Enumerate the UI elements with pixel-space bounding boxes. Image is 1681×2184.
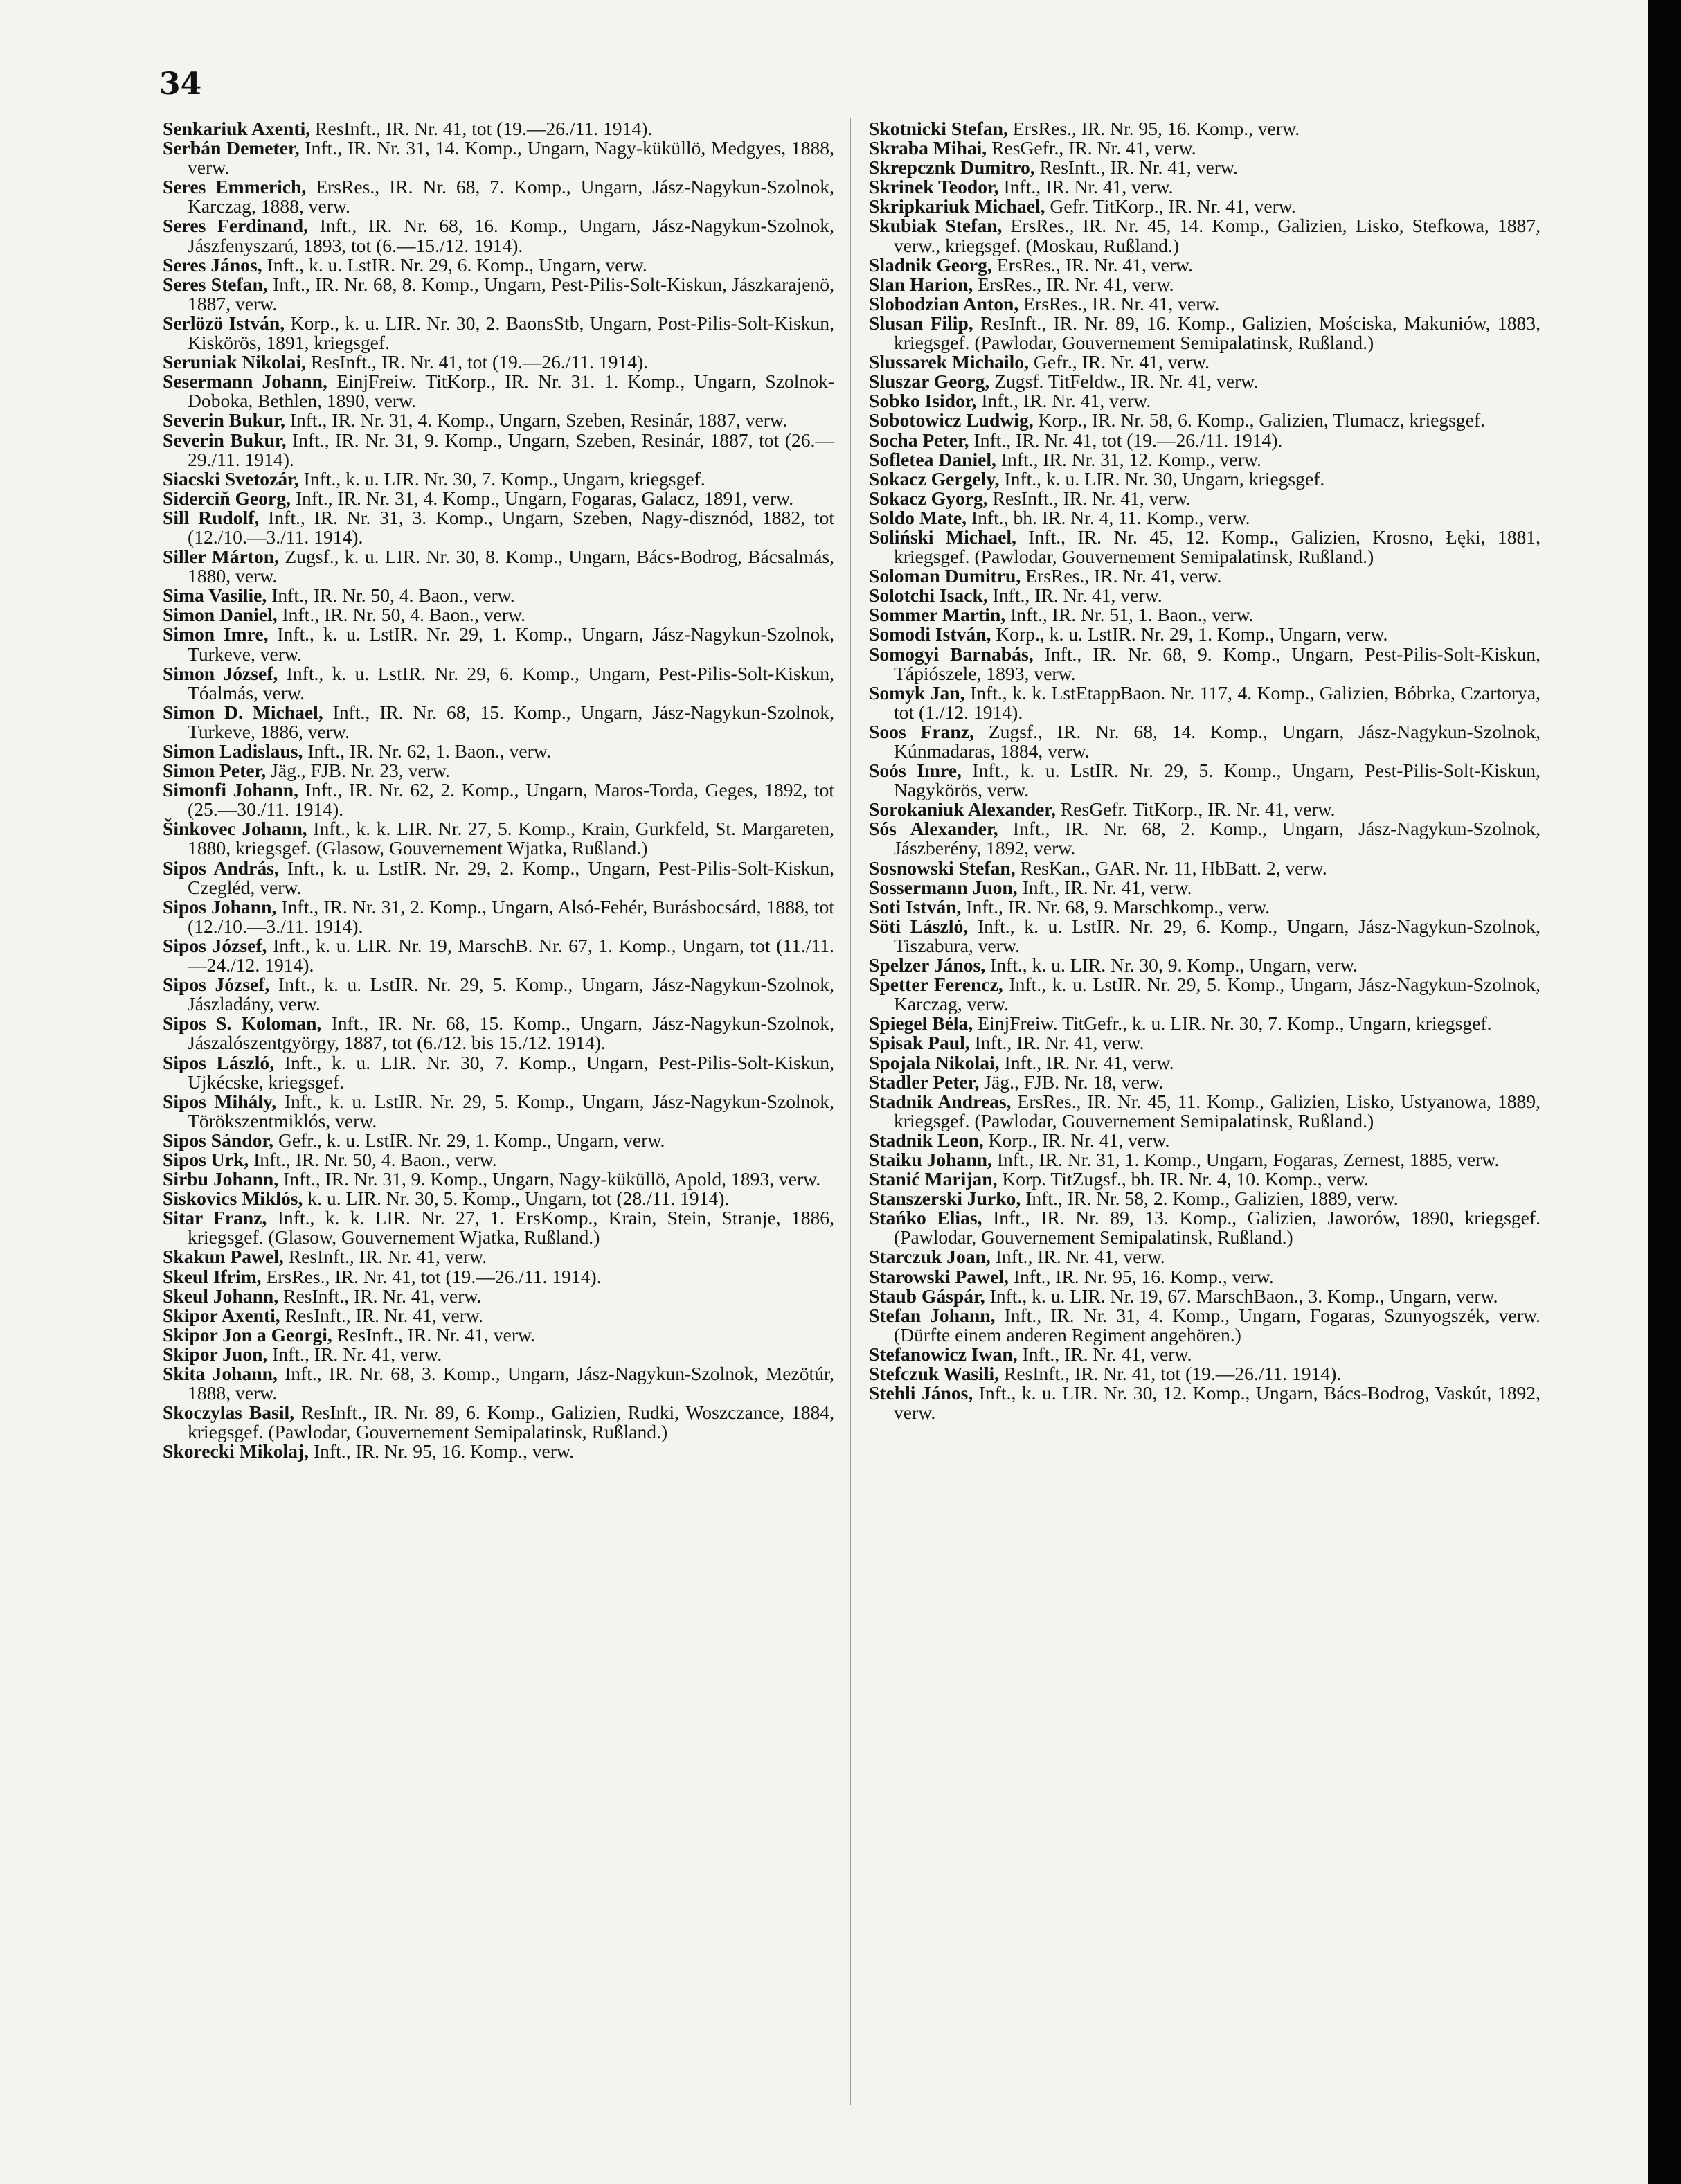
entry-name: Simonfi Johann, (163, 779, 298, 801)
entry-name: Soós Imre, (869, 760, 962, 782)
entry-name: Starowski Pawel, (869, 1265, 1009, 1287)
entry-details: Inft., k. u. LIR. Nr. 30, Ungarn, kriegsgef. (999, 467, 1325, 490)
entry-details: Inft., k. u. LIR. Nr. 19, 67. MarschBaon., 3. Komp., Ungarn, verw. (985, 1285, 1498, 1307)
entry-details: ResGefr. TitKorp., IR. Nr. 41, verw. (1055, 798, 1336, 821)
entry-name: Stehli János, (869, 1382, 973, 1404)
entry-name: Soti István, (869, 895, 962, 918)
list-item (163, 819, 834, 858)
entry-details: Inft., IR. Nr. 41, verw. (1017, 876, 1192, 898)
entry-name: Slobodzian Anton, (869, 292, 1019, 314)
entry-details: ErsRes., IR. Nr. 95, 16. Komp., verw. (1007, 118, 1300, 139)
entry-name: Skeul Johann, (163, 1285, 279, 1307)
list-item (163, 431, 834, 469)
list-item (163, 605, 834, 625)
list-item (869, 975, 1540, 1014)
entry-name: Stadnik Andreas, (869, 1090, 1012, 1112)
entry-details: Inft., IR. Nr. 31, 4. Komp., Ungarn, Szeben, Resinár, 1887, verw. (285, 409, 788, 431)
entry-name: Simon D. Michael, (163, 701, 323, 723)
list-item (869, 1247, 1540, 1266)
entry-details: Inft., IR. Nr. 95, 16. Komp., verw. (309, 1440, 575, 1462)
list-item (869, 625, 1540, 644)
entry-name: Spetter Ferencz, (869, 974, 1003, 996)
entry-details: Inft., IR. Nr. 95, 16. Komp., verw. (1008, 1265, 1274, 1287)
entry-name: Somodi István, (869, 623, 991, 645)
list-item (869, 138, 1540, 158)
entry-details: Inft., IR. Nr. 31, 3. Komp., Ungarn, Szeben, Nagy-disznód, 1882, tot (12./10.—3./11. 1914). (188, 506, 834, 548)
list-item (163, 547, 834, 586)
entry-details: Inft., IR. Nr. 31, 1. Komp., Ungarn, Fogaras, Zernest, 1885, verw. (991, 1148, 1500, 1170)
entry-name: Seres Stefan, (163, 273, 268, 295)
list-item (163, 253, 834, 276)
entry-name: Skripkariuk Michael, (869, 195, 1045, 217)
entry-name: Serlözö István, (163, 312, 285, 334)
entry-name: Soliński Michael, (869, 526, 1016, 548)
list-item (869, 352, 1540, 372)
entry-details: Inft., k. k. LstEtappBaon. Nr. 117, 4. Komp., Galizien, Bóbrka, Czartorya, tot (1./12. 1914). (894, 681, 1541, 723)
entry-details: ErsRes., IR. Nr. 68, 7. Komp., Ungarn, Jász-Nagykun-Szolnok, Karczag, 1888, verw. (188, 176, 834, 217)
entry-name: Skipor Axenti, (163, 1304, 280, 1326)
entry-details: Inft., IR. Nr. 68, 9. Marschkomp., verw. (961, 895, 1270, 918)
entry-details: Inft., IR. Nr. 51, 1. Baon., verw. (1005, 604, 1254, 626)
entry-name: Severin Bukur, (163, 409, 285, 431)
list-item (163, 1442, 834, 1461)
entry-name: Soloman Dumitru, (869, 565, 1021, 587)
list-item (869, 956, 1540, 975)
entry-details: Inft., IR. Nr. 68, 16. Komp., Ungarn, Jász-Nagykun-Szolnok, Jászfenyszarú, 1893, tot (6.—15./12. 1914). (188, 215, 834, 256)
list-item (869, 722, 1540, 761)
entry-details: k. u. LIR. Nr. 30, 5. Komp., Ungarn, tot (28./11. 1914). (303, 1188, 730, 1210)
entry-details: Inft., IR. Nr. 45, 12. Komp., Galizien, Krosno, Łęki, 1881, kriegsgef. (Pawlodar, Gouvernement Semipalatinsk, Rußland.) (894, 526, 1540, 568)
entry-name: Šinkovec Johann, (163, 818, 307, 840)
entry-details: Inft., IR. Nr. 41, verw. (267, 1343, 442, 1365)
list-item (163, 1345, 834, 1364)
list-item (869, 605, 1540, 625)
entry-name: Sladnik Georg, (869, 253, 992, 276)
list-item (163, 897, 834, 936)
list-item (869, 1150, 1540, 1170)
entry-details: Inft., IR. Nr. 41, verw. (990, 1246, 1165, 1268)
entry-name: Slussarek Michailo, (869, 351, 1030, 373)
entry-details: Inft., IR. Nr. 31, 4. Komp., Ungarn, Fogaras, Szunyogszék, verw. (Dürfte einem anderen Regiment angehören.) (894, 1304, 1540, 1345)
list-item (869, 1306, 1540, 1345)
entry-details: ResInft., IR. Nr. 41, verw. (1034, 156, 1238, 179)
list-item (869, 158, 1540, 177)
entry-name: Starczuk Joan, (869, 1246, 991, 1268)
list-item (869, 586, 1540, 605)
list-item (869, 800, 1540, 819)
entry-name: Siskovics Miklós, (163, 1188, 303, 1210)
entry-name: Stańko Elias, (869, 1207, 982, 1229)
entry-details: ResInft., IR. Nr. 41, verw. (332, 1323, 536, 1345)
entry-details: Inft., k. u. LIR. Nr. 30, 7. Komp., Ungarn, kriegsgef. (298, 467, 705, 490)
entry-name: Sorokaniuk Alexander, (869, 798, 1056, 821)
list-item (869, 1053, 1540, 1073)
entry-details: Inft., IR. Nr. 41, verw. (969, 1032, 1144, 1054)
entry-details: Inft., IR. Nr. 41, tot (19.—26./11. 1914). (969, 429, 1283, 451)
entry-name: Skipor Jon a Georgi, (163, 1323, 332, 1345)
entry-name: Simon Ladislaus, (163, 740, 303, 762)
list-item (163, 1247, 834, 1266)
entry-details: Inft., IR. Nr. 41, verw. (999, 1051, 1174, 1073)
entry-name: Skubiak Stefan, (869, 215, 1003, 237)
entry-name: Söti László, (869, 915, 969, 937)
list-item (163, 138, 834, 177)
entry-details: ResKan., GAR. Nr. 11, HbBatt. 2, verw. (1015, 857, 1327, 879)
list-item (163, 625, 834, 663)
list-item (869, 1073, 1540, 1092)
entry-name: Seres Ferdinand, (163, 215, 309, 237)
list-item (869, 878, 1540, 897)
list-item (869, 391, 1540, 411)
entry-details: Inft., IR. Nr. 31, 9. Komp., Ungarn, Nagy-küküllö, Apold, 1893, verw. (278, 1168, 821, 1190)
entry-name: Serbán Demeter, (163, 137, 300, 159)
entry-details: Inft., IR. Nr. 31, 9. Komp., Ungarn, Szeben, Resinár, 1887, tot (26.—29./11. 1914). (188, 429, 834, 470)
entry-name: Siacski Svetozár, (163, 467, 299, 490)
entry-details: Korp. TitZugsf., bh. IR. Nr. 4, 10. Komp., verw. (997, 1168, 1369, 1190)
entry-name: Stefan Johann, (869, 1304, 996, 1326)
entry-name: Slan Harion, (869, 273, 973, 295)
entry-name: Siller Márton, (163, 546, 279, 568)
entry-details: Inft., IR. Nr. 68, 8. Komp., Ungarn, Pest-Pilis-Solt-Kiskun, Jászkarajenö, 1887, verw. (188, 273, 835, 314)
entry-details: Inft., IR. Nr. 68, 2. Komp., Ungarn, Jász-Nagykun-Szolnok, Jászberény, 1892, verw. (894, 818, 1540, 859)
list-item (163, 411, 834, 430)
entry-details: Inft., k. u. LstIR. Nr. 29, 5. Komp., Ungarn, Pest-Pilis-Solt-Kiskun, Nagykörös, verw. (894, 760, 1540, 801)
entry-name: Sokacz Gyorg, (869, 487, 988, 509)
entry-name: Senkariuk Axenti, (163, 118, 311, 139)
entry-name: Sipos Sándor, (163, 1129, 274, 1151)
entry-details: Inft., IR. Nr. 41, verw. (1017, 1343, 1192, 1365)
entry-details: Inft., IR. Nr. 68, 15. Komp., Ungarn, Jász-Nagykun-Szolnok, Turkeve, 1886, verw. (188, 701, 834, 742)
entry-name: Seres János, (163, 253, 262, 276)
entry-name: Sirbu Johann, (163, 1168, 279, 1190)
entry-details: Inft., IR. Nr. 41, verw. (976, 390, 1151, 412)
list-item (163, 489, 834, 508)
list-item (869, 1208, 1540, 1247)
list-item (163, 314, 834, 352)
list-item (869, 431, 1540, 450)
list-item (869, 1189, 1540, 1208)
entry-name: Stefanowicz Iwan, (869, 1343, 1018, 1365)
entry-details: ResInft., IR. Nr. 41, verw. (987, 487, 1191, 509)
list-item (163, 780, 834, 819)
entry-details: Zugsf., k. u. LIR. Nr. 30, 8. Komp., Ungarn, Bács-Bodrog, Bácsalmás, 1880, verw. (188, 546, 834, 587)
right-column (869, 119, 1540, 1422)
entry-details: ErsRes., IR. Nr. 41, verw. (1021, 565, 1222, 587)
entry-details: Korp., IR. Nr. 41, verw. (983, 1129, 1170, 1151)
list-item (869, 897, 1540, 917)
list-item (869, 508, 1540, 528)
entry-name: Stadler Peter, (869, 1071, 980, 1093)
entry-name: Skrepcznk Dumitro, (869, 156, 1035, 179)
entry-details: Gefr., IR. Nr. 41, verw. (1029, 351, 1210, 373)
column-divider (850, 118, 851, 2105)
list-item (163, 1267, 834, 1287)
entry-details: Inft., bh. IR. Nr. 4, 11. Komp., verw. (967, 506, 1250, 528)
entry-name: Soldo Mate, (869, 506, 967, 528)
entry-name: Sima Vasilie, (163, 584, 267, 607)
entry-details: Inft., k. u. LIR. Nr. 30, 9. Komp., Ungarn, verw. (985, 954, 1358, 976)
entry-details: Inft., IR. Nr. 62, 1. Baon., verw. (303, 740, 551, 762)
list-item (869, 683, 1540, 722)
list-item (163, 742, 834, 761)
entry-name: Skraba Mihai, (869, 137, 987, 159)
entry-details: Inft., k. u. LstIR. Nr. 29, 1. Komp., Ungarn, Jász-Nagykun-Szolnok, Turkeve, verw. (188, 623, 834, 665)
list-item (869, 1345, 1540, 1364)
list-item (869, 489, 1540, 508)
entry-name: Sós Alexander, (869, 818, 998, 840)
entry-name: Spelzer János, (869, 954, 986, 976)
entry-details: Inft., k. u. LstIR. Nr. 29, 2. Komp., Ungarn, Pest-Pilis-Solt-Kiskun, Czegléd, verw. (188, 857, 834, 898)
entry-details: Jäg., FJB. Nr. 18, verw. (979, 1071, 1164, 1093)
entry-details: ResInft., IR. Nr. 41, tot (19.—26./11. 1914). (306, 351, 649, 373)
entry-details: Inft., IR. Nr. 58, 2. Komp., Galizien, 1889, verw. (1021, 1188, 1399, 1210)
list-item (869, 1033, 1540, 1053)
list-item (163, 1131, 834, 1150)
entry-name: Sipos András, (163, 857, 279, 879)
entry-details: Inft., IR. Nr. 41, verw. (987, 584, 1162, 607)
list-item (869, 177, 1540, 197)
list-item (869, 469, 1540, 489)
entry-details: Inft., k. u. LstIR. Nr. 29, 6. Komp., Ungarn, Pest-Pilis-Solt-Kiskun, Tóalmás, verw. (188, 662, 834, 704)
entry-details: Inft., IR. Nr. 68, 9. Komp., Ungarn, Pest-Pilis-Solt-Kiskun, Tápiószele, 1893, verw. (894, 643, 1540, 684)
entry-name: Sobko Isidor, (869, 390, 977, 412)
list-item (163, 469, 834, 489)
list-item (869, 1092, 1540, 1131)
list-item (163, 352, 834, 372)
list-item (869, 119, 1540, 138)
list-item (163, 1189, 834, 1208)
list-item (869, 819, 1540, 858)
entry-details: Inft., IR. Nr. 62, 2. Komp., Ungarn, Maros-Torda, Geges, 1892, tot (25.—30./11. 1914). (188, 779, 834, 821)
entry-name: Staub Gáspár, (869, 1285, 985, 1307)
entry-details: ResInft., IR. Nr. 41, tot (19.—26./11. 1914). (310, 118, 653, 139)
list-item (163, 1325, 834, 1345)
list-item (869, 1364, 1540, 1384)
entry-details: Inft., k. u. LstIR. Nr. 29, 5. Komp., Ungarn, Jász-Nagykun-Szolnok, Törökszentmiklós, verw. (188, 1090, 834, 1131)
entry-name: Seres Emmerich, (163, 176, 307, 198)
list-item (163, 1014, 834, 1053)
entry-name: Sossermann Juon, (869, 876, 1018, 898)
entry-name: Stanszerski Jurko, (869, 1188, 1021, 1210)
list-item (869, 411, 1540, 430)
list-item (869, 275, 1540, 294)
entry-name: Sobotowicz Ludwig, (869, 409, 1034, 431)
entry-details: ResInft., IR. Nr. 89, 16. Komp., Galizien, Mościska, Makuniów, 1883, kriegsgef. (Pawlodar, Gouvernement Semipalatinsk, Rußland.) (894, 312, 1540, 354)
list-item (163, 119, 834, 138)
entry-details: Inft., IR. Nr. 31, 4. Komp., Ungarn, Fogaras, Galacz, 1891, verw. (290, 487, 794, 509)
list-item (163, 664, 834, 703)
list-item (869, 253, 1540, 276)
entry-details: ErsRes., IR. Nr. 41, verw. (991, 253, 1194, 276)
entry-name: Stefczuk Wasili, (869, 1363, 1000, 1384)
entry-details: Inft., k. u. LstIR. Nr. 29, 5. Komp., Ungarn, Jász-Nagykun-Szolnok, Karczag, verw. (894, 974, 1541, 1015)
entry-details: Zugsf. TitFeldw., IR. Nr. 41, verw. (989, 370, 1259, 393)
entry-name: Skipor Juon, (163, 1343, 268, 1365)
entry-details: Zugsf., IR. Nr. 68, 14. Komp., Ungarn, Jász-Nagykun-Szolnok, Kúnmadaras, 1884, verw. (894, 720, 1540, 762)
entry-name: Simon József, (163, 662, 278, 684)
list-item (869, 216, 1540, 255)
entry-name: Simon Daniel, (163, 604, 278, 626)
entry-details: Inft., k. u. LIR. Nr. 30, 12. Komp., Ungarn, Bács-Bodrog, Vaskút, 1892, verw. (894, 1382, 1540, 1424)
list-item (163, 586, 834, 605)
entry-details: ErsRes., IR. Nr. 45, 11. Komp., Galizien, Lisko, Ustyanowa, 1889, kriegsgef. (Pawlodar, Gouvernement Semipalatinsk, Rußland.) (894, 1090, 1540, 1131)
entry-details: Inft., k. k. LIR. Nr. 27, 1. ErsKomp., Krain, Stein, Stranje, 1886, kriegsgef. (Glasow, Gouvernement Wjatka, Rußland.) (188, 1207, 834, 1248)
entry-name: Sokacz Gergely, (869, 467, 1000, 490)
list-item (163, 1170, 834, 1189)
list-item (869, 450, 1540, 469)
entry-name: Siderciň Georg, (163, 487, 291, 509)
entry-name: Slusan Filip, (869, 312, 973, 334)
entry-details: Inft., k. u. LstIR. Nr. 29, 5. Komp., Ungarn, Jász-Nagykun-Szolnok, Jászladány, verw. (188, 974, 835, 1015)
list-item (869, 314, 1540, 352)
list-item (869, 1267, 1540, 1287)
list-item (869, 197, 1540, 216)
entry-name: Socha Peter, (869, 429, 969, 451)
scan-border (1648, 0, 1681, 2184)
entry-name: Simon Imre, (163, 623, 269, 645)
list-item (163, 275, 834, 314)
entry-name: Sipos László, (163, 1051, 275, 1073)
entry-name: Sluszar Georg, (869, 370, 990, 393)
entry-name: Skoczylas Basil, (163, 1402, 295, 1424)
entry-name: Spojala Nikolai, (869, 1051, 1000, 1073)
entry-details: EinjFreiw. TitKorp., IR. Nr. 31. 1. Komp., Ungarn, Szolnok-Doboka, Bethlen, 1890, verw. (188, 370, 834, 412)
list-item (869, 372, 1540, 391)
entry-details: ResInft., IR. Nr. 41, tot (19.—26./11. 1914). (999, 1363, 1342, 1384)
entry-details: Gefr. TitKorp., IR. Nr. 41, verw. (1045, 195, 1296, 217)
entry-name: Skakun Pawel, (163, 1246, 284, 1268)
entry-name: Sipos Johann, (163, 895, 277, 918)
list-item (163, 859, 834, 897)
list-item (869, 294, 1540, 314)
entry-name: Severin Bukur, (163, 429, 287, 451)
entry-name: Sipos Mihály, (163, 1090, 277, 1112)
entry-name: Simon Peter, (163, 760, 267, 782)
entry-name: Skorecki Mikolaj, (163, 1440, 309, 1462)
list-item (869, 917, 1540, 956)
list-item (163, 1306, 834, 1325)
entry-name: Spiegel Béla, (869, 1012, 973, 1035)
list-item (869, 761, 1540, 800)
entry-details: Korp., k. u. LstIR. Nr. 29, 1. Komp., Ungarn, verw. (991, 623, 1388, 645)
entry-details: Inft., k. k. LIR. Nr. 27, 5. Komp., Krain, Gurkfeld, St. Margareten, 1880, kriegsgef. (Glasow, Gouvernement Wjatka, Rußland.) (188, 818, 834, 859)
entry-details: EinjFreiw. TitGefr., k. u. LIR. Nr. 30, 7. Komp., Ungarn, kriegsgef. (973, 1012, 1492, 1035)
list-item (163, 761, 834, 780)
entry-details: Inft., k. u. LIR. Nr. 19, MarschB. Nr. 67, 1. Komp., Ungarn, tot (11./11.—24./12. 1914). (188, 934, 834, 976)
entry-name: Somogyi Barnabás, (869, 643, 1034, 665)
list-item (163, 975, 834, 1014)
entry-name: Sommer Martin, (869, 604, 1006, 626)
list-item (163, 508, 834, 547)
entry-details: Inft., IR. Nr. 50, 4. Baon., verw. (277, 604, 526, 626)
list-item (163, 1092, 834, 1131)
list-item (869, 1287, 1540, 1306)
entry-name: Sipos József, (163, 934, 267, 956)
list-item (869, 859, 1540, 878)
entry-details: Korp., k. u. LIR. Nr. 30, 2. BaonsStb, Ungarn, Post-Pilis-Solt-Kiskun, Kiskörös, 1891, kriegsgef. (188, 312, 834, 354)
entry-name: Sipos S. Koloman, (163, 1012, 322, 1035)
list-item (163, 1150, 834, 1170)
entry-details: Gefr., k. u. LstIR. Nr. 29, 1. Komp., Ungarn, verw. (273, 1129, 665, 1151)
entry-name: Sesermann Johann, (163, 370, 327, 393)
entry-name: Skita Johann, (163, 1363, 278, 1384)
list-item (163, 1208, 834, 1247)
entry-details: Inft., k. u. LstIR. Nr. 29, 6. Komp., Ungarn, Jász-Nagykun-Szolnok, Tiszabura, verw. (894, 915, 1540, 956)
entry-details: Jäg., FJB. Nr. 23, verw. (266, 760, 450, 782)
entry-name: Stadnik Leon, (869, 1129, 984, 1151)
entry-name: Solotchi Isack, (869, 584, 988, 607)
entry-name: Skrinek Teodor, (869, 176, 999, 198)
list-item (163, 1403, 834, 1442)
list-item (869, 1170, 1540, 1189)
entry-details: ResInft., IR. Nr. 41, verw. (283, 1246, 487, 1268)
entry-details: Inft., IR. Nr. 68, 3. Komp., Ungarn, Jász-Nagykun-Szolnok, Mezötúr, 1888, verw. (188, 1363, 834, 1404)
list-item (163, 1053, 834, 1092)
entry-details: Inft., IR. Nr. 31, 2. Komp., Ungarn, Alsó-Fehér, Burásbocsárd, 1888, tot (12./10.—3./11. 1914). (188, 895, 834, 937)
list-item (869, 645, 1540, 683)
entry-details: ErsRes., IR. Nr. 45, 14. Komp., Galizien, Lisko, Stefkowa, 1887, verw., kriegsgef. (Moskau, Rußland.) (894, 215, 1540, 256)
entry-name: Somyk Jan, (869, 681, 965, 704)
entry-name: Sitar Franz, (163, 1207, 267, 1229)
entry-name: Spisak Paul, (869, 1032, 970, 1054)
list-item (869, 1131, 1540, 1150)
entry-details: Inft., k. u. LIR. Nr. 30, 7. Komp., Ungarn, Pest-Pilis-Solt-Kiskun, Ujkécske, kriegsgef. (188, 1051, 834, 1093)
entry-details: Inft., IR. Nr. 31, 14. Komp., Ungarn, Nagy-küküllö, Medgyes, 1888, verw. (188, 137, 834, 179)
list-item (163, 1287, 834, 1306)
list-item (163, 372, 834, 411)
left-column (163, 119, 834, 1461)
entry-name: Soos Franz, (869, 720, 974, 742)
list-item (869, 1384, 1540, 1422)
entry-name: Stanić Marijan, (869, 1168, 998, 1190)
list-item (163, 1364, 834, 1403)
list-item (163, 703, 834, 742)
entry-details: Inft., IR. Nr. 89, 13. Komp., Galizien, Jaworów, 1890, kriegsgef. (Pawlodar, Gouvernement Semipalatinsk, Rußland.) (894, 1207, 1540, 1248)
entry-name: Sipos Urk, (163, 1148, 249, 1170)
list-item (869, 1014, 1540, 1033)
entry-details: ResGefr., IR. Nr. 41, verw. (987, 137, 1196, 159)
list-item (163, 936, 834, 975)
entry-details: Inft., IR. Nr. 31, 12. Komp., verw. (996, 448, 1261, 470)
entry-name: Sosnowski Stefan, (869, 857, 1016, 879)
list-item (163, 216, 834, 255)
entry-name: Sofletea Daniel, (869, 448, 996, 470)
entry-details: ErsRes., IR. Nr. 41, verw. (973, 273, 1174, 295)
entry-name: Sill Rudolf, (163, 506, 260, 528)
list-item (163, 177, 834, 216)
entry-details: Korp., IR. Nr. 58, 6. Komp., Galizien, Tlumacz, kriegsgef. (1033, 409, 1486, 431)
entry-details: ResInft., IR. Nr. 41, verw. (280, 1304, 483, 1326)
entry-details: Inft., IR. Nr. 50, 4. Baon., verw. (249, 1148, 497, 1170)
entry-name: Skotnicki Stefan, (869, 118, 1008, 139)
list-item (869, 528, 1540, 566)
entry-name: Seruniak Nikolai, (163, 351, 307, 373)
entry-name: Skeul Ifrim, (163, 1265, 262, 1287)
page-number: 34 (159, 66, 202, 102)
entry-details: Inft., IR. Nr. 50, 4. Baon., verw. (267, 584, 515, 607)
entry-name: Sipos József, (163, 974, 270, 996)
entry-details: ResInft., IR. Nr. 41, verw. (278, 1285, 482, 1307)
entry-details: ErsRes., IR. Nr. 41, tot (19.—26./11. 1914). (261, 1265, 602, 1287)
entry-details: Inft., IR. Nr. 68, 15. Komp., Ungarn, Jász-Nagykun-Szolnok, Jászalószentgyörgy, 1887, tot (6./12. bis 15./12. 1914). (188, 1012, 835, 1054)
entry-details: ErsRes., IR. Nr. 41, verw. (1018, 292, 1220, 314)
entry-name: Staiku Johann, (869, 1148, 992, 1170)
entry-details: ResInft., IR. Nr. 89, 6. Komp., Galizien, Rudki, Woszczance, 1884, kriegsgef. (Pawlodar, Gouvernement Semipalatinsk, Rußland.) (188, 1402, 835, 1443)
list-item (869, 566, 1540, 586)
entry-details: Inft., IR. Nr. 41, verw. (998, 176, 1174, 198)
entry-details: Inft., k. u. LstIR. Nr. 29, 6. Komp., Ungarn, verw. (262, 253, 647, 276)
